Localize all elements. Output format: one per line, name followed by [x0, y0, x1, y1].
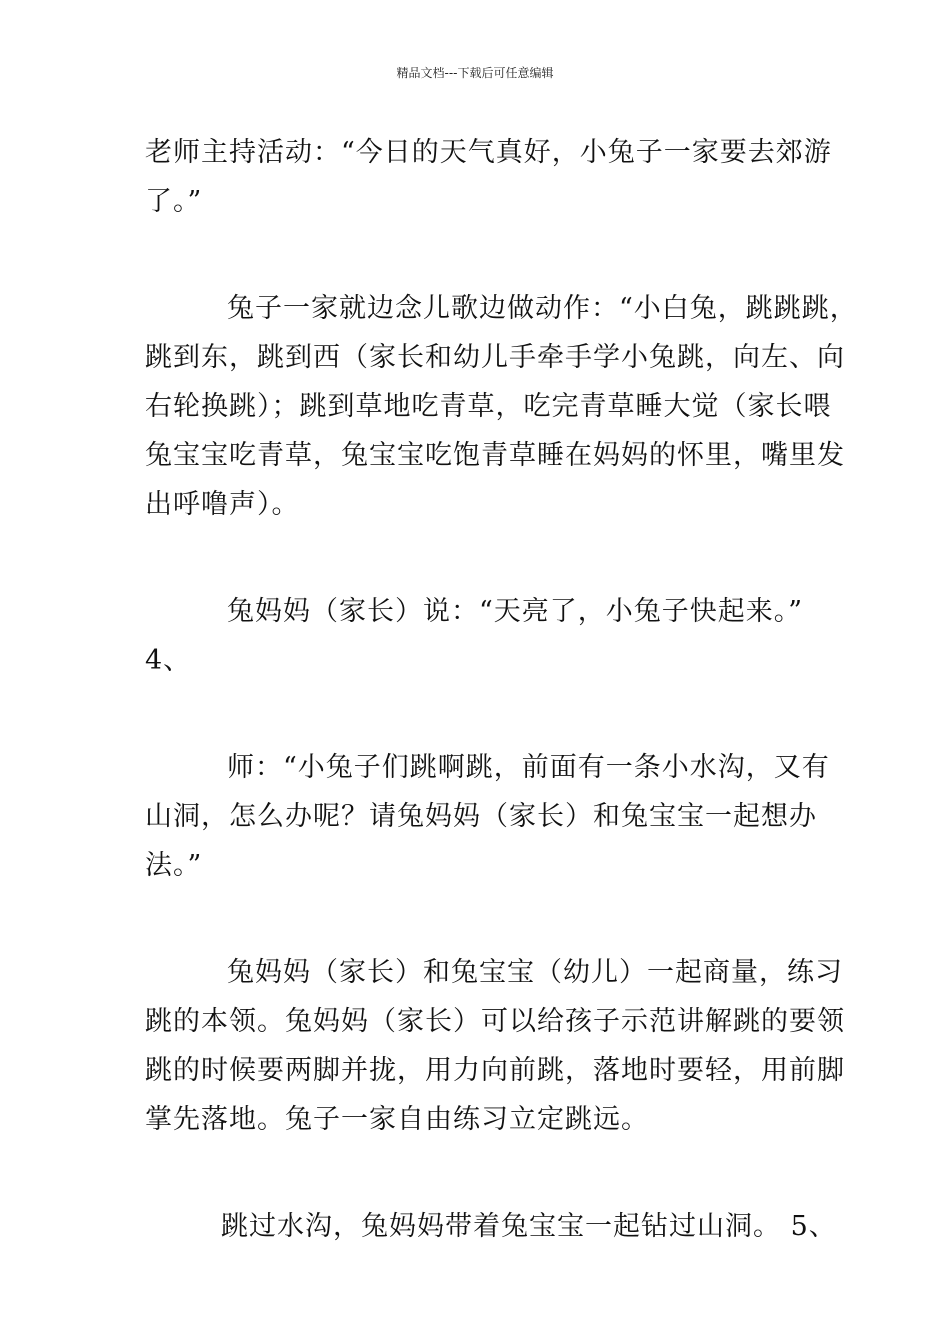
page-header: 精品文档---下载后可任意编辑 [396, 66, 554, 80]
text-line: 兔子一家就边念儿歌边做动作：“小白兔，跳跳跳， [227, 293, 858, 324]
text-line: 了。” [145, 186, 203, 217]
paragraph-wake-up [145, 587, 835, 685]
paragraph-cross-ditch [145, 1202, 835, 1251]
text-line: 师：“小兔子们跳啊跳，前面有一条小水沟，又有 [227, 752, 830, 783]
text-line: 法。” [145, 850, 203, 881]
text-line: 4、 [145, 645, 192, 676]
text-line: 兔妈妈（家长）说：“天亮了，小兔子快起来。” [227, 596, 804, 627]
paragraph-teacher-question [145, 743, 835, 890]
paragraph-jump-practice [145, 948, 845, 1144]
text-line: 山洞，怎么办呢？请兔妈妈（家长）和兔宝宝一起想办 [145, 801, 817, 832]
text-line: 兔宝宝吃青草，兔宝宝吃饱青草睡在妈妈的怀里，嘴里发 [145, 440, 845, 471]
text-line: 老师主持活动：“今日的天气真好，小兔子一家要去郊游 [145, 137, 832, 168]
text-line: 掌先落地。兔子一家自由练习立定跳远。 [145, 1104, 649, 1135]
text-line: 出呼噜声）。 [145, 489, 300, 520]
text-line: 右轮换跳）；跳到草地吃青草，吃完青草睡大觉（家长喂 [145, 391, 832, 422]
paragraph-activity-intro [145, 128, 835, 226]
text-line: 兔妈妈（家长）和兔宝宝（幼儿）一起商量，练习 [227, 957, 843, 988]
text-line: 跳的本领。兔妈妈（家长）可以给孩子示范讲解跳的要领 [145, 1006, 845, 1037]
text-line: 跳过水沟，兔妈妈带着兔宝宝一起钻过山洞。 5、 [221, 1211, 837, 1242]
text-line: 跳的时候要两脚并拢，用力向前跳，落地时要轻，用前脚 [145, 1055, 845, 1086]
document-body [145, 128, 858, 1251]
text-line: 跳到东，跳到西（家长和幼儿手牵手学小兔跳，向左、向 [145, 342, 845, 373]
paragraph-rabbit-song [145, 284, 858, 529]
